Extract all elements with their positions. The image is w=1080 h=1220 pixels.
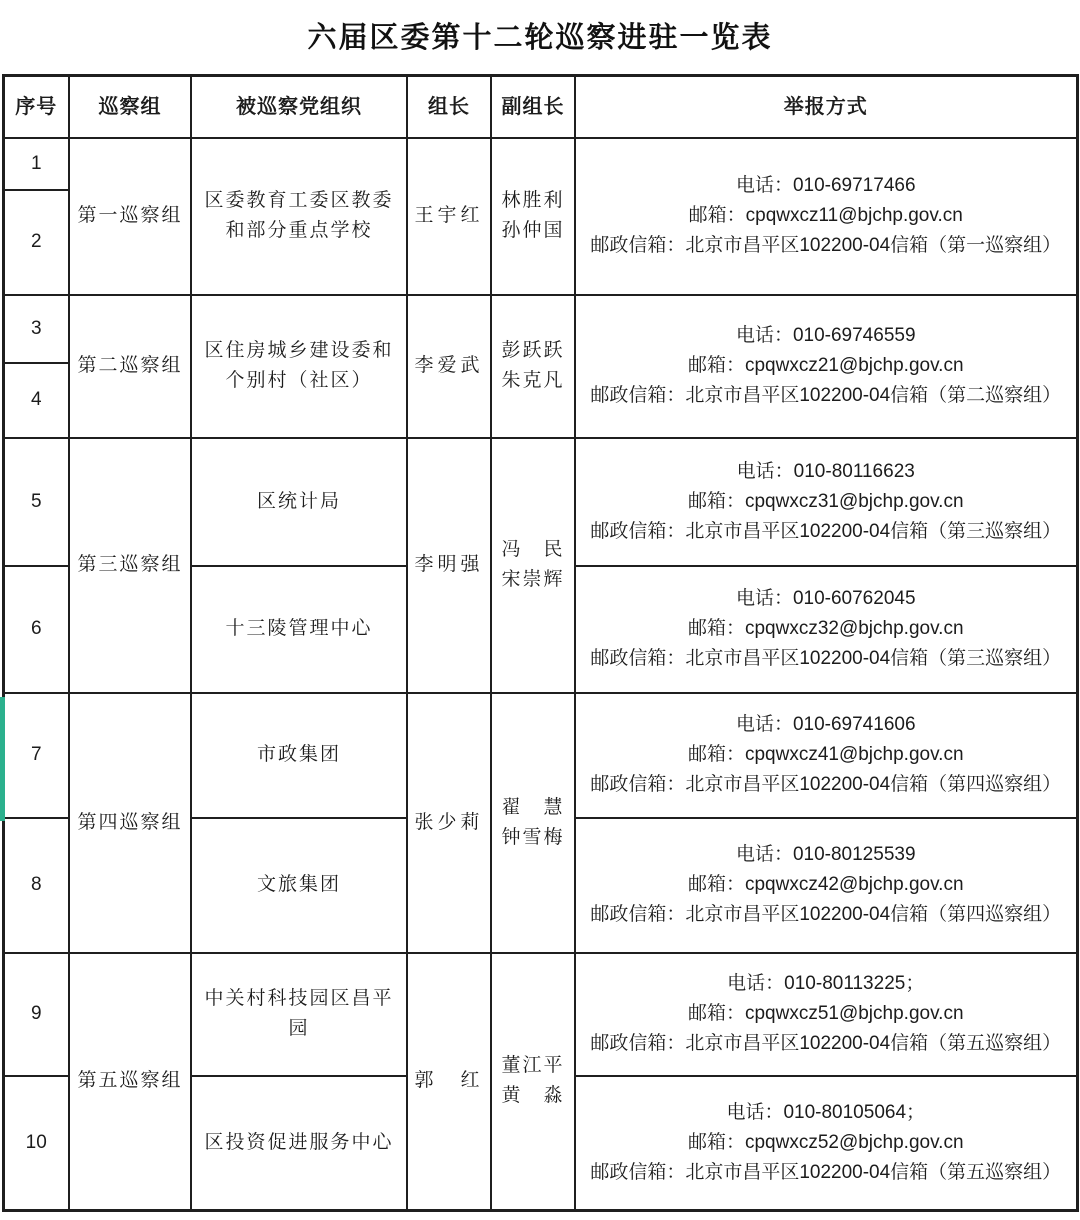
table-row [3, 438, 1077, 566]
phone-line: 电话：010-69717466 [735, 175, 916, 196]
seq-cell: 6 [3, 566, 69, 693]
deputy-cell [491, 953, 575, 1211]
leader-cell: 郭 红 [407, 953, 491, 1211]
page-title: 六届区委第十二轮巡察进驻一览表 [307, 22, 773, 54]
org-cell: 区统计局 [191, 438, 407, 566]
header-row [3, 76, 1077, 138]
table-row [3, 295, 1077, 363]
seq-cell: 8 [3, 818, 69, 953]
postal-line: 邮政信箱：北京市昌平区102200-04信箱（第四巡察组） [590, 774, 1062, 795]
contact-cell [575, 566, 1077, 693]
table-row [3, 953, 1077, 1076]
postal-line: 邮政信箱：北京市昌平区102200-04信箱（第二巡察组） [590, 385, 1062, 406]
contact-cell [575, 693, 1077, 818]
seq-cell: 7 [3, 693, 69, 818]
contact-cell [575, 295, 1077, 438]
leader-cell: 王宇红 [407, 138, 491, 295]
deputy-cell [491, 295, 575, 438]
org-cell: 区投资促进服务中心 [191, 1076, 407, 1211]
seq-cell: 9 [3, 953, 69, 1076]
seq-cell: 4 [3, 363, 69, 438]
contact-cell [575, 138, 1077, 295]
contact-cell [575, 438, 1077, 566]
contact-cell [575, 953, 1077, 1076]
org-cell: 文旅集团 [191, 818, 407, 953]
deputy-name: 翟 慧 [501, 796, 565, 818]
col-header-seq: 序号 [3, 76, 69, 138]
contact-cell [575, 818, 1077, 953]
col-header-report: 举报方式 [575, 76, 1077, 138]
group-name-cell: 第三巡察组 [69, 438, 191, 693]
seq-cell: 3 [3, 295, 69, 363]
deputy-name: 彭跃跃 [501, 340, 565, 361]
postal-line: 邮政信箱：北京市昌平区102200-04信箱（第五巡察组） [590, 1033, 1062, 1054]
table-row [3, 693, 1077, 818]
org-cell: 区住房城乡建设委和个别村（社区） [191, 295, 407, 438]
deputy-name: 林胜利 [501, 190, 565, 211]
deputy-name: 宋崇辉 [501, 569, 565, 590]
col-header-org: 被巡察党组织 [191, 76, 407, 138]
left-accent-strip [0, 697, 5, 821]
col-header-leader: 组长 [407, 76, 491, 138]
email-line: 邮箱：cpqwxcz42@bjchp.gov.cn [687, 874, 964, 895]
seq-cell: 2 [3, 190, 69, 295]
email-line: 邮箱：cpqwxcz11@bjchp.gov.cn [688, 205, 963, 226]
postal-line: 邮政信箱：北京市昌平区102200-04信箱（第五巡察组） [590, 1161, 1062, 1183]
table-row [3, 138, 1077, 190]
deputy-cell [491, 438, 575, 693]
org-cell: 市政集团 [191, 693, 407, 818]
phone-line: 电话：010-80113225； [727, 973, 925, 994]
phone-line: 电话：010-60762045 [735, 588, 916, 609]
postal-line: 邮政信箱：北京市昌平区102200-04信箱（第四巡察组） [590, 904, 1062, 925]
leader-cell: 李明强 [407, 438, 491, 693]
leader-cell: 李爱武 [407, 295, 491, 438]
seq-cell: 1 [3, 138, 69, 190]
org-cell: 十三陵管理中心 [191, 566, 407, 693]
phone-line: 电话：010-80105064； [726, 1101, 926, 1123]
leader-cell: 张少莉 [407, 693, 491, 953]
deputy-name: 朱克凡 [501, 370, 565, 391]
phone-line: 电话：010-69746559 [735, 325, 916, 346]
deputy-name: 黄 淼 [501, 1085, 565, 1107]
email-line: 邮箱：cpqwxcz41@bjchp.gov.cn [687, 744, 964, 765]
postal-line: 邮政信箱：北京市昌平区102200-04信箱（第三巡察组） [590, 520, 1062, 542]
seq-cell: 10 [3, 1076, 69, 1211]
email-line: 邮箱：cpqwxcz51@bjchp.gov.cn [687, 1003, 964, 1024]
deputy-name: 冯 民 [501, 539, 565, 560]
org-cell: 区委教育工委区教委和部分重点学校 [191, 138, 407, 295]
email-line: 邮箱：cpqwxcz21@bjchp.gov.cn [687, 355, 964, 376]
phone-line: 电话：010-69741606 [735, 714, 916, 735]
deputy-name: 董江平 [501, 1055, 565, 1077]
inspection-table [2, 74, 1079, 1212]
phone-line: 电话：010-80125539 [735, 844, 916, 865]
seq-cell: 5 [3, 438, 69, 566]
deputy-cell [491, 693, 575, 953]
deputy-name: 钟雪梅 [501, 826, 565, 848]
group-name-cell: 第四巡察组 [69, 693, 191, 953]
org-cell: 中关村科技园区昌平园 [191, 953, 407, 1076]
phone-line: 电话：010-80116623 [736, 460, 915, 482]
col-header-deputy: 副组长 [491, 76, 575, 138]
email-line: 邮箱：cpqwxcz52@bjchp.gov.cn [687, 1131, 964, 1153]
group-name-cell: 第一巡察组 [69, 138, 191, 295]
postal-line: 邮政信箱：北京市昌平区102200-04信箱（第三巡察组） [590, 648, 1062, 669]
email-line: 邮箱：cpqwxcz32@bjchp.gov.cn [687, 618, 964, 639]
col-header-group: 巡察组 [69, 76, 191, 138]
email-line: 邮箱：cpqwxcz31@bjchp.gov.cn [687, 490, 964, 512]
deputy-cell [491, 138, 575, 295]
group-name-cell: 第五巡察组 [69, 953, 191, 1211]
deputy-name: 孙仲国 [501, 220, 565, 241]
group-name-cell: 第二巡察组 [69, 295, 191, 438]
contact-cell [575, 1076, 1077, 1211]
postal-line: 邮政信箱：北京市昌平区102200-04信箱（第一巡察组） [590, 235, 1062, 256]
